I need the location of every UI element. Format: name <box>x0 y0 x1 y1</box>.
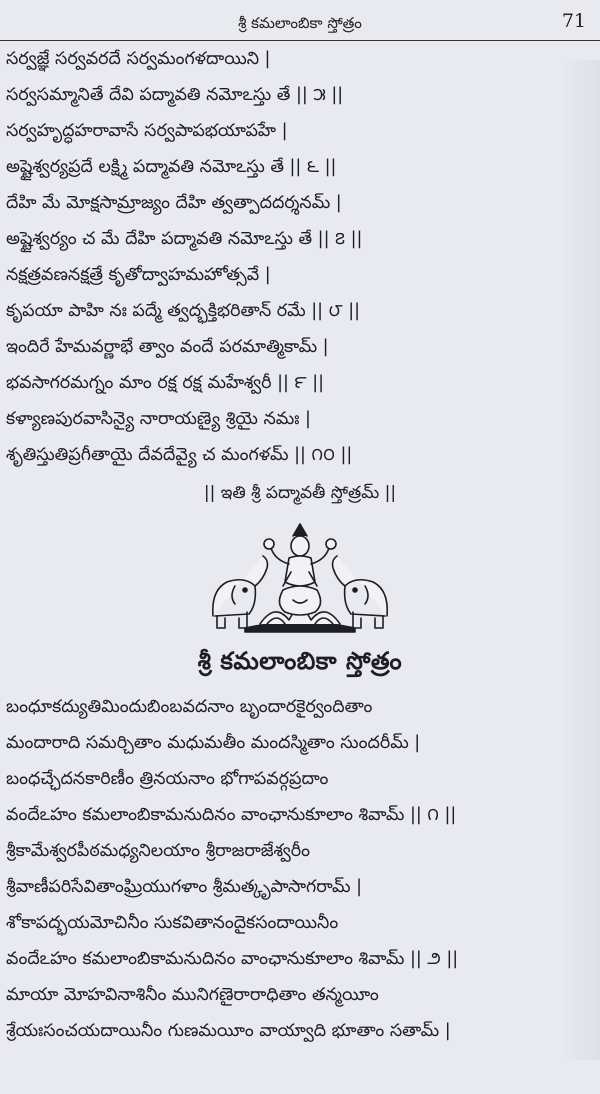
header-rule <box>0 40 600 41</box>
verse-line: సర్వసమ్మానితే దేవి పద్మావతి నమోఽస్తు తే || ౫ || <box>6 85 344 105</box>
verse-line: కళ్యాణపురవాసిన్యై నారాయణ్యై శ్రియై నమః | <box>6 409 311 429</box>
verse-line: అష్టైశ్వర్యప్రదే లక్ష్మి పద్మావతి నమోఽస్తు తే || ౬ || <box>6 157 337 177</box>
running-header-title: శ్రీ కమలాంబికా స్తోత్రం <box>238 14 362 32</box>
verse-line: శ్రేయఃసంచయదాయినీం గుణమయీం వాయ్వాది భూతాం సతామ్ | <box>6 1021 451 1041</box>
verse-line: బంధూకద్యుతిమిందుబింబవదనాం బృందారకైర్వందితాం <box>6 697 373 717</box>
gajalakshmi-icon <box>205 520 395 636</box>
page-number: 71 <box>561 10 586 32</box>
section-title: శ్రీ కమలాంబికా స్తోత్రం <box>197 647 403 675</box>
verse-line: వందేఽహం కమలాంబికామనుదినం వాంఛానుకూలాం శివామ్ || ౨ || <box>6 949 459 969</box>
verse-line: సర్వహృద్ధహరావాసే సర్వపాపభయాపహే | <box>6 121 288 141</box>
verse-line: శృతిస్తుతిప్రగీతాయై దేవదేవ్యై చ మంగళమ్ || ౧౦ || <box>6 445 353 465</box>
verse-line: బంధచ్ఛేదనకారిణీం త్రినయనాం భోగాపవర్గప్రదాం <box>6 769 329 789</box>
verse-line: అష్టైశ్వర్యం చ మే దేహి పద్మావతి నమోఽస్తు తే || ౭ || <box>6 229 363 249</box>
verse-line: వందేఽహం కమలాంబికామనుదినం వాంఛానుకూలాం శివామ్ || ౧ || <box>6 805 457 825</box>
colophon: || ఇతి శ్రీ పద్మావతీ స్తోత్రమ్ || <box>203 483 397 503</box>
verse-line: సర్వజ్ఞే సర్వవరదే సర్వమంగళదాయిని | <box>6 49 271 69</box>
verse-line: భవసాగరమగ్నం మాం రక్ష రక్ష మహేశ్వరీ || ౯ || <box>6 373 324 393</box>
verse-line: కృపయా పాహి నః పద్మే త్వద్భక్తిభరితాన్ రమే || ౮ || <box>6 301 361 321</box>
running-header <box>0 6 600 42</box>
show-through-shade <box>560 60 600 1060</box>
verse-line: శోకాపద్భయమోచినీం సుకవితానందైకసందాయినీం <box>6 913 339 933</box>
verse-line: శ్రీవాణీపరిసేవితాంఘ్రియుగళాం శ్రీమత్కృపాసాగరామ్ | <box>6 877 362 897</box>
verse-line: దేహి మే మోక్షసామ్రాజ్యం దేహి త్వత్పాదదర్శనమ్ | <box>6 193 342 213</box>
verse-line: ఇందిరే హేమవర్ణాభే త్వాం వందే పరమాత్మికామ్ | <box>6 337 329 357</box>
verse-line: మాయా మోహవినాశినీం మునిగణైరారాధితాం తన్మయీం <box>6 985 379 1005</box>
verse-line: శ్రీకామేశ్వరపీఠమధ్యనిలయాం శ్రీరాజరాజేశ్వరీం <box>6 841 311 861</box>
verse-line: మందారాది సమర్చితాం మధుమతీం మందస్మితాం సుందరీమ్ | <box>6 733 421 753</box>
verse-line: నక్షత్రవణనక్షత్రే కృతోద్వాహమహోత్సవే | <box>6 265 271 285</box>
